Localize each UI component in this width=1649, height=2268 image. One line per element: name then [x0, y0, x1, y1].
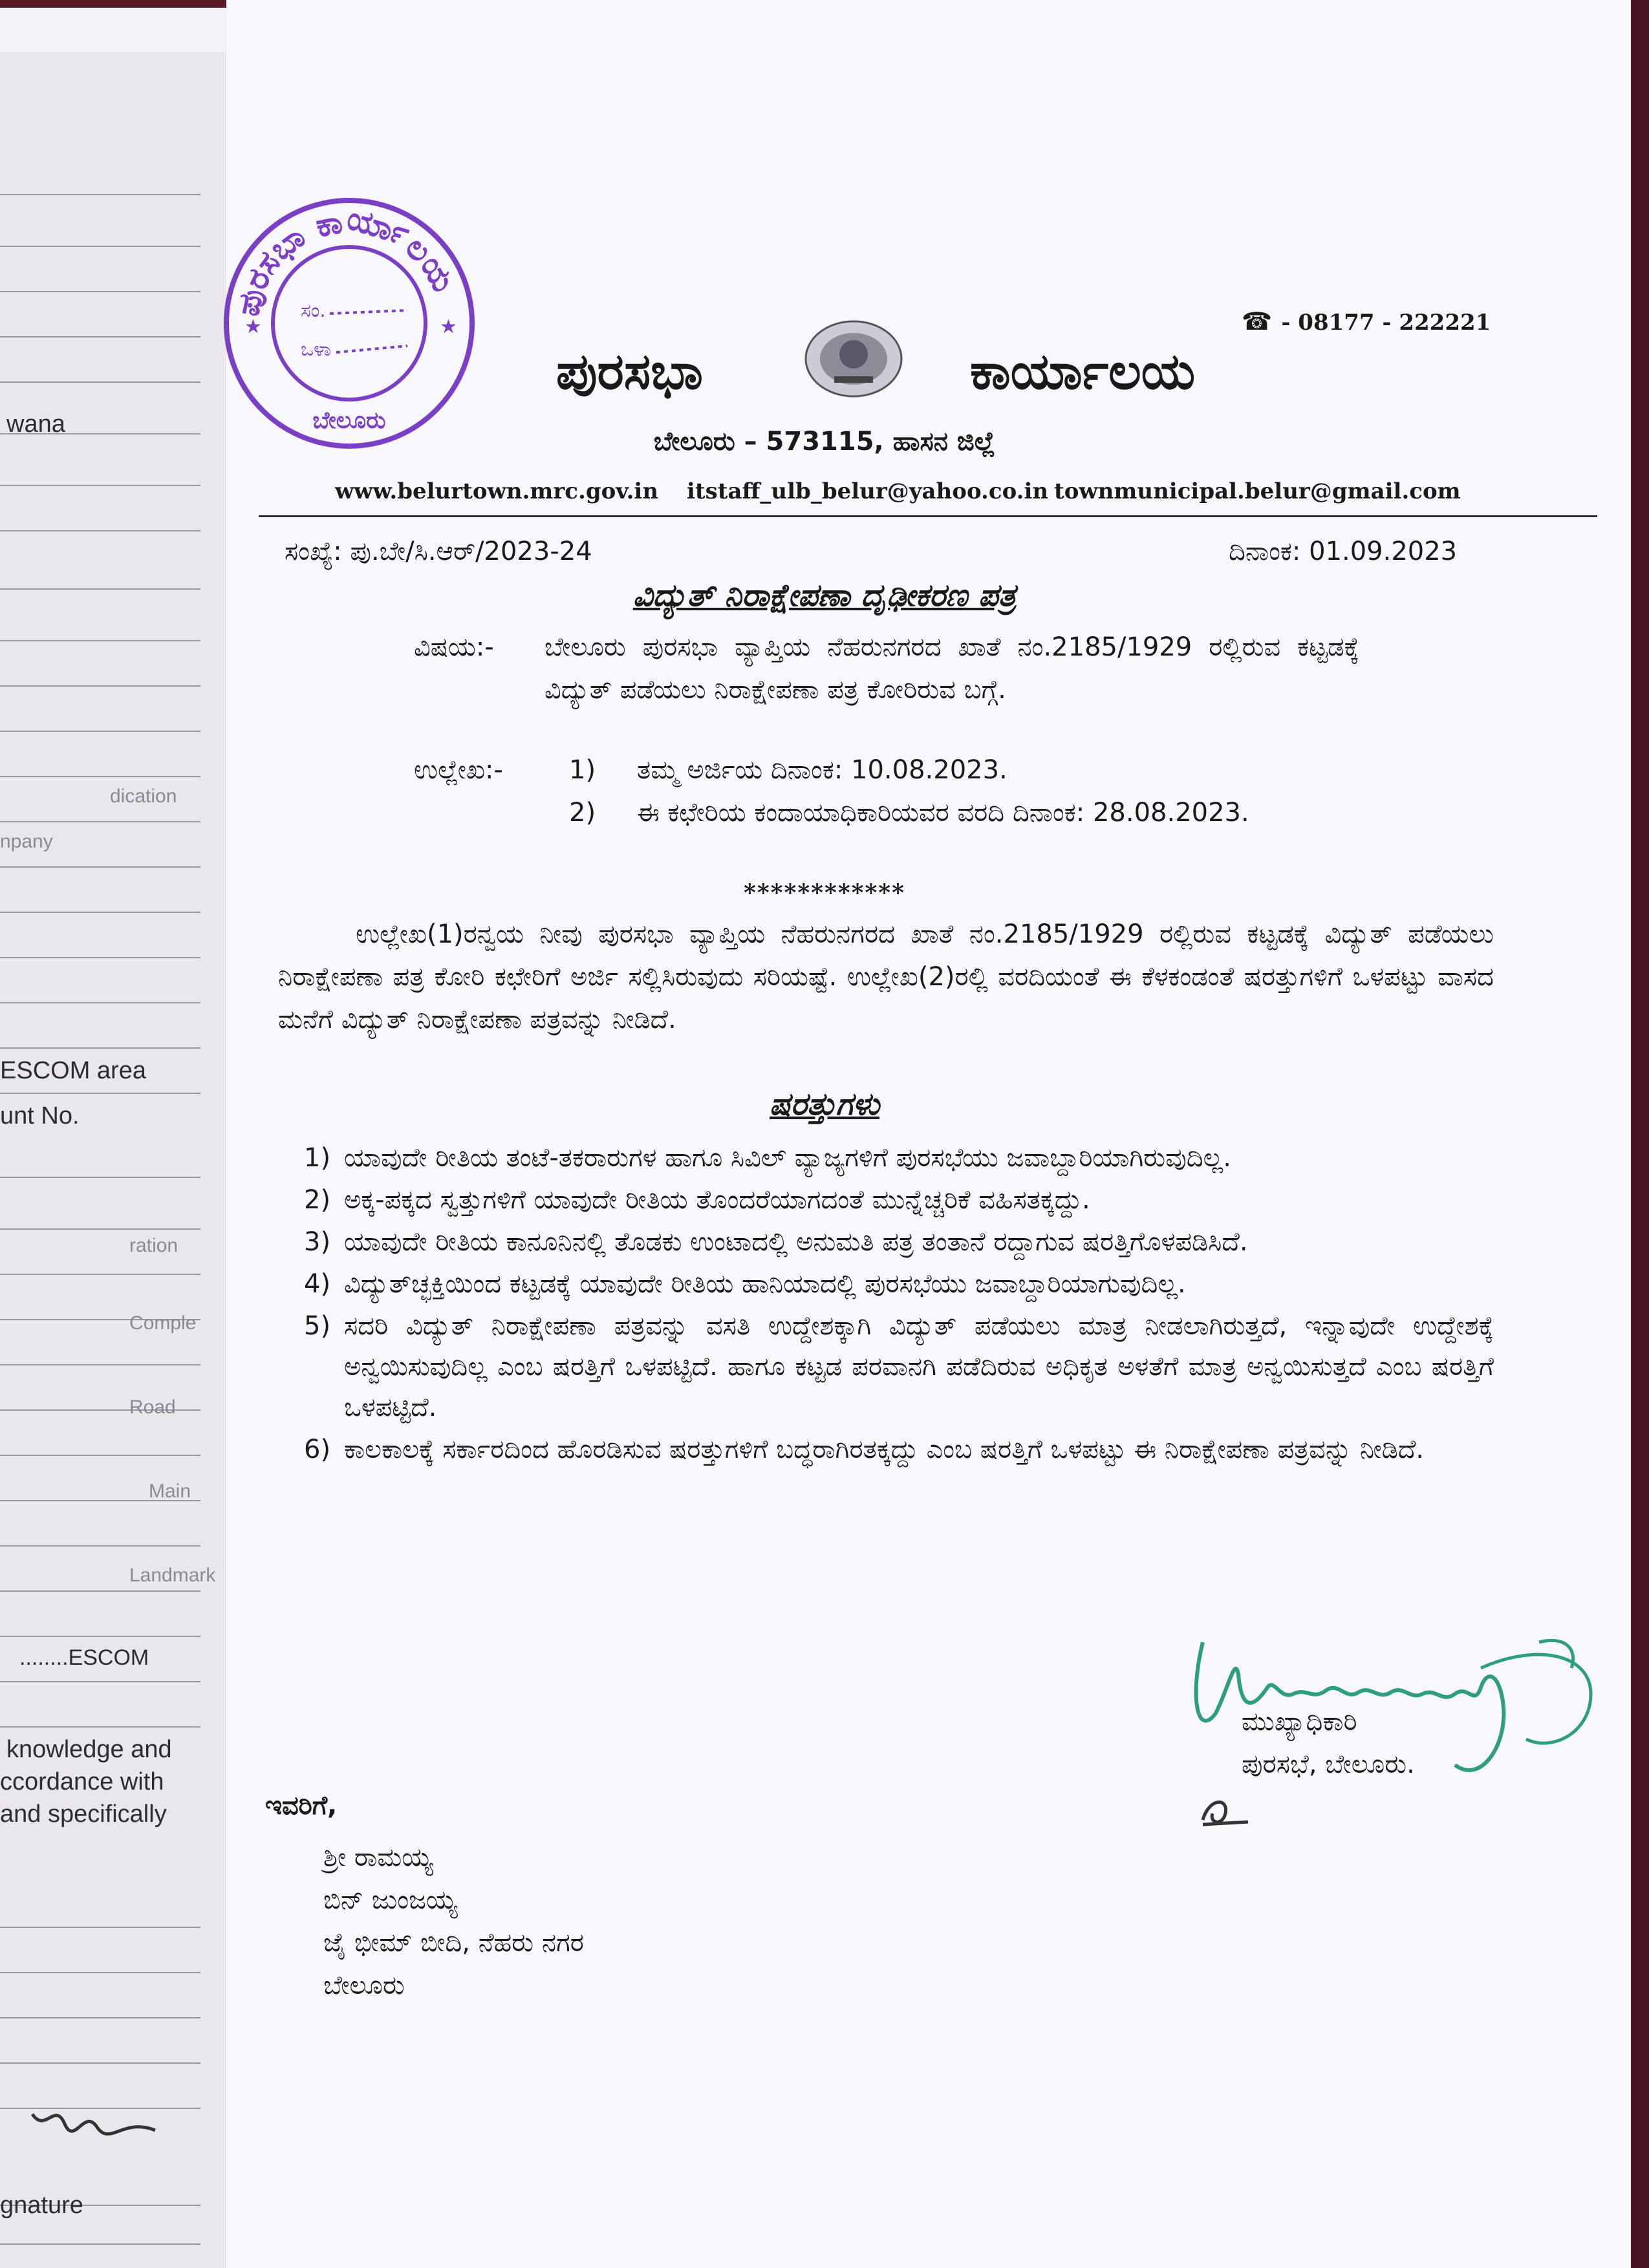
under-text-6: ccordance with [0, 1768, 164, 1795]
signatory-office: ಪುರಸಭೆ, ಬೇಲೂರು. [1242, 1749, 1415, 1779]
reference-item-number: 2) [569, 798, 596, 828]
condition-item: 5) ಸದರಿ ವಿದ್ಯುತ್ ನಿರಾಕ್ಷೇಪಣಾ ಪತ್ರವನ್ನು ವಸತಿ ಉದ್ದೇಶಕ್ಕಾಗಿ ವಿದ್ಯುತ್ ಪಡೆಯಲು ಮಾತ್ರ ನೀಡಲಾಗಿರುತ್ತದೆ, ಇನ್ನಾವುದೇ ಉದ್ದೇಶಕ್ಕೆ ಅನ್ವಯಿಸುವುದಿಲ್ಲ ಎಂಬ ಷರತ್ತಿಗೆ ಒಳಪಟ್ಟಿದೆ. ಹಾಗೂ ಕಟ್ಟಡ ಪರವಾನಗಿ ಪಡೆದಿರುವ ಅಧಿಕೃತ ಅಳತೆಗೆ ಮಾತ್ರ ಅನ್ವಯಿಸುತ್ತದೆ ಎಂಬ ಷರತ್ತಿಗೆ ಒಳಪಟ್ಟಿದೆ. [304, 1311, 1494, 1422]
separator-stars: ************ [744, 879, 905, 906]
conditions-heading: ಷರತ್ತುಗಳು [769, 1086, 880, 1122]
condition-item: 3) ಯಾವುದೇ ರೀತಿಯ ಕಾನೂನಿನಲ್ಲಿ ತೊಡಕು ಉಂಟಾದಲ್ಲಿ ಅನುಮತಿ ಪತ್ರ ತಂತಾನೆ ರದ್ದಾಗುವ ಷರತ್ತಿಗೊಳಪಡಿಸಿದೆ. [304, 1227, 1248, 1257]
letter-date: ದಿನಾಂಕ: 01.09.2023 [1229, 537, 1458, 566]
under-text-5: knowledge and [6, 1736, 172, 1763]
svg-text:★: ★ [244, 316, 262, 338]
svg-text:ಪುರಸಭಾ ಕಾರ್ಯಾಲಯ: ಪುರಸಭಾ ಕಾರ್ಯಾಲಯ [228, 198, 463, 319]
under-faint-4: Comple [129, 1312, 197, 1334]
reference-number: ಸಂಖ್ಯೆ: ಪು.ಬೇ/ಸಿ.ಆರ್/2023-24 [285, 537, 592, 566]
right-edge [1631, 0, 1649, 2268]
under-text-4: ........ESCOM [19, 1645, 149, 1670]
under-faint-1: npany [0, 831, 53, 852]
under-text-8: gnature [0, 2192, 83, 2219]
recipient-label: ಇವರಿಗೆ, [265, 1791, 338, 1821]
recipient-line: ಶ್ರೀ ರಾಮಯ್ಯ [323, 1843, 433, 1872]
condition-item: 4) ವಿದ್ಯುತ್‌ಚ್ಛಕ್ತಿಯಿಂದ ಕಟ್ಟಡಕ್ಕೆ ಯಾವುದೇ ರೀತಿಯ ಹಾನಿಯಾದಲ್ಲಿ ಪುರಸಭೆಯು ಜವಾಬ್ದಾರಿಯಾಗುವುದಿಲ್ಲ. [304, 1269, 1186, 1299]
signatory-designation: ಮುಖ್ಯಾಧಿಕಾರಿ [1242, 1707, 1357, 1737]
municipal-emblem-icon [802, 317, 905, 401]
condition-item: 1) ಯಾವುದೇ ರೀತಿಯ ತಂಟೆ-ತಕರಾರುಗಳ ಹಾಗೂ ಸಿವಿಲ್ ವ್ಯಾಜ್ಯಗಳಿಗೆ ಪುರಸಭೆಯು ಜವಾಬ್ದಾರಿಯಾಗಿರುವುದಿಲ್ಲ. [304, 1143, 1231, 1173]
office-name-right: ಕಾರ್ಯಾಲಯ [970, 343, 1196, 401]
initial-mark-icon [1196, 1791, 1255, 1830]
letterhead-divider [259, 515, 1597, 517]
recipient-address [323, 1836, 584, 2007]
under-faint-7: Landmark [129, 1565, 216, 1586]
recipient-line: ಬೇಲೂರು [323, 1971, 405, 2000]
email-link-gmail[interactable]: townmunicipal.belur@gmail.com [1054, 478, 1461, 504]
office-seal-icon [213, 194, 485, 453]
under-faint-2: dication [110, 786, 177, 807]
reference-item-text: ತಮ್ಮ ಅರ್ಜಿಯ ದಿನಾಂಕ: 10.08.2023. [637, 755, 1008, 785]
recipient-line: ಬಿನ್ ಜುಂಜಯ್ಯ [323, 1885, 458, 1915]
under-text-3: unt No. [0, 1102, 80, 1129]
under-faint-5: Road [129, 1396, 176, 1418]
recipient-line: ಜೈ ಭೀಮ್ ಬೀದಿ, ನೆಹರು ನಗರ [323, 1928, 584, 1958]
under-text-7: and specifically [0, 1801, 167, 1828]
email-link-yahoo[interactable]: itstaff_ulb_belur@yahoo.co.in [687, 478, 1049, 504]
website-link[interactable]: www.belurtown.mrc.gov.in [335, 478, 659, 504]
office-name-left: ಪುರಸಭಾ [556, 343, 703, 401]
office-address: ಬೇಲೂರು – 573115, ಹಾಸನ ಜಿಲ್ಲೆ [653, 427, 996, 456]
conditions-list [304, 1138, 1494, 1471]
under-faint-3: ration [129, 1235, 178, 1256]
underlying-form-page [0, 52, 228, 2268]
reference-item-number: 1) [569, 755, 596, 785]
letter-title: ವಿದ್ಯುತ್ ನಿರಾಕ್ಷೇಪಣಾ ದೃಢೀಕರಣ ಪತ್ರ [632, 577, 1017, 614]
condition-item: 6) ಕಾಲಕಾಲಕ್ಕೆ ಸರ್ಕಾರದಿಂದ ಹೊರಡಿಸುವ ಷರತ್ತುಗಳಿಗೆ ಬದ್ಧರಾಗಿರತಕ್ಕದ್ದು ಎಂಬ ಷರತ್ತಿಗೆ ಒಳಪಟ್ಟು ಈ ನಿರಾಕ್ಷೇಪಣಾ ಪತ್ರವನ್ನು ನೀಡಿದೆ. [304, 1435, 1425, 1464]
under-text-2: ESCOM area [0, 1057, 146, 1084]
letter-body: ಉಲ್ಲೇಖ(1)ರನ್ವಯ ನೀವು ಪುರಸಭಾ ವ್ಯಾಪ್ತಿಯ ನೆಹರುನಗರದ ಖಾತೆ ನಂ.2185/1929 ರಲ್ಲಿರುವ ಕಟ್ಟಡಕ್ಕೆ ವಿದ್ಯುತ್ ಪಡೆಯಲು ನಿರಾಕ್ಷೇಪಣಾ ಪತ್ರ ಕೋರಿ ಕಛೇರಿಗೆ ಅರ್ಜಿ ಸಲ್ಲಿಸಿರುವುದು ಸರಿಯಷ್ಟೆ. ಉಲ್ಲೇಖ(2)ರಲ್ಲಿ ವರದಿಯಂತೆ ಈ ಕೆಳಕಂಡಂತೆ ಷರತ್ತುಗಳಿಗೆ ಒಳಪಟ್ಟು ವಾಸದ ಮನೆಗೆ ವಿದ್ಯುತ್ ನಿರಾಕ್ಷೇಪಣಾ ಪತ್ರವನ್ನು ನೀಡಿದೆ. [278, 919, 1494, 1034]
subject-text: ಬೇಲೂರು ಪುರಸಭಾ ವ್ಯಾಪ್ತಿಯ ನೆಹರುನಗರದ ಖಾತೆ ನಂ.2185/1929 ರಲ್ಲಿರುವ ಕಟ್ಟಡಕ್ಕೆ ವಿದ್ಯುತ್ ಪಡೆಯಲು ನಿರಾಕ್ಷೇಪಣಾ ಪತ್ರ ಕೋರಿರುವ ಬಗ್ಗೆ. [544, 632, 1359, 705]
signatory-block [1242, 1700, 1415, 1786]
condition-item: 2) ಅಕ್ಕ-ಪಕ್ಕದ ಸ್ವತ್ತುಗಳಿಗೆ ಯಾವುದೇ ರೀತಿಯ ತೊಂದರೆಯಾಗದಂತೆ ಮುನ್ನೆಚ್ಚರಿಕೆ ವಹಿಸತಕ್ಕದ್ದು. [304, 1185, 1090, 1215]
handwritten-initials-icon [26, 2088, 162, 2146]
subject-label: ವಿಷಯ:- [414, 632, 494, 662]
reference-item-text: ಈ ಕಛೇರಿಯ ಕಂದಾಯಾಧಿಕಾರಿಯವರ ವರದಿ ದಿನಾಂಕ: 28.08.2023. [637, 798, 1249, 828]
svg-text:ಬೇಲೂರು: ಬೇಲೂರು [312, 407, 386, 434]
svg-text:ಸಂ.: ಸಂ. [301, 299, 326, 322]
under-faint-6: Main [149, 1481, 191, 1502]
phone-number: ☎ - 08177 - 222221 [1242, 307, 1491, 336]
references-label: ಉಲ್ಲೇಖ:- [414, 755, 503, 785]
telephone-icon: ☎ [1242, 307, 1273, 336]
svg-text:★: ★ [440, 316, 457, 338]
under-text-1: wana [6, 411, 65, 438]
svg-text:ಒಳಾ: ಒಳಾ [301, 338, 332, 361]
